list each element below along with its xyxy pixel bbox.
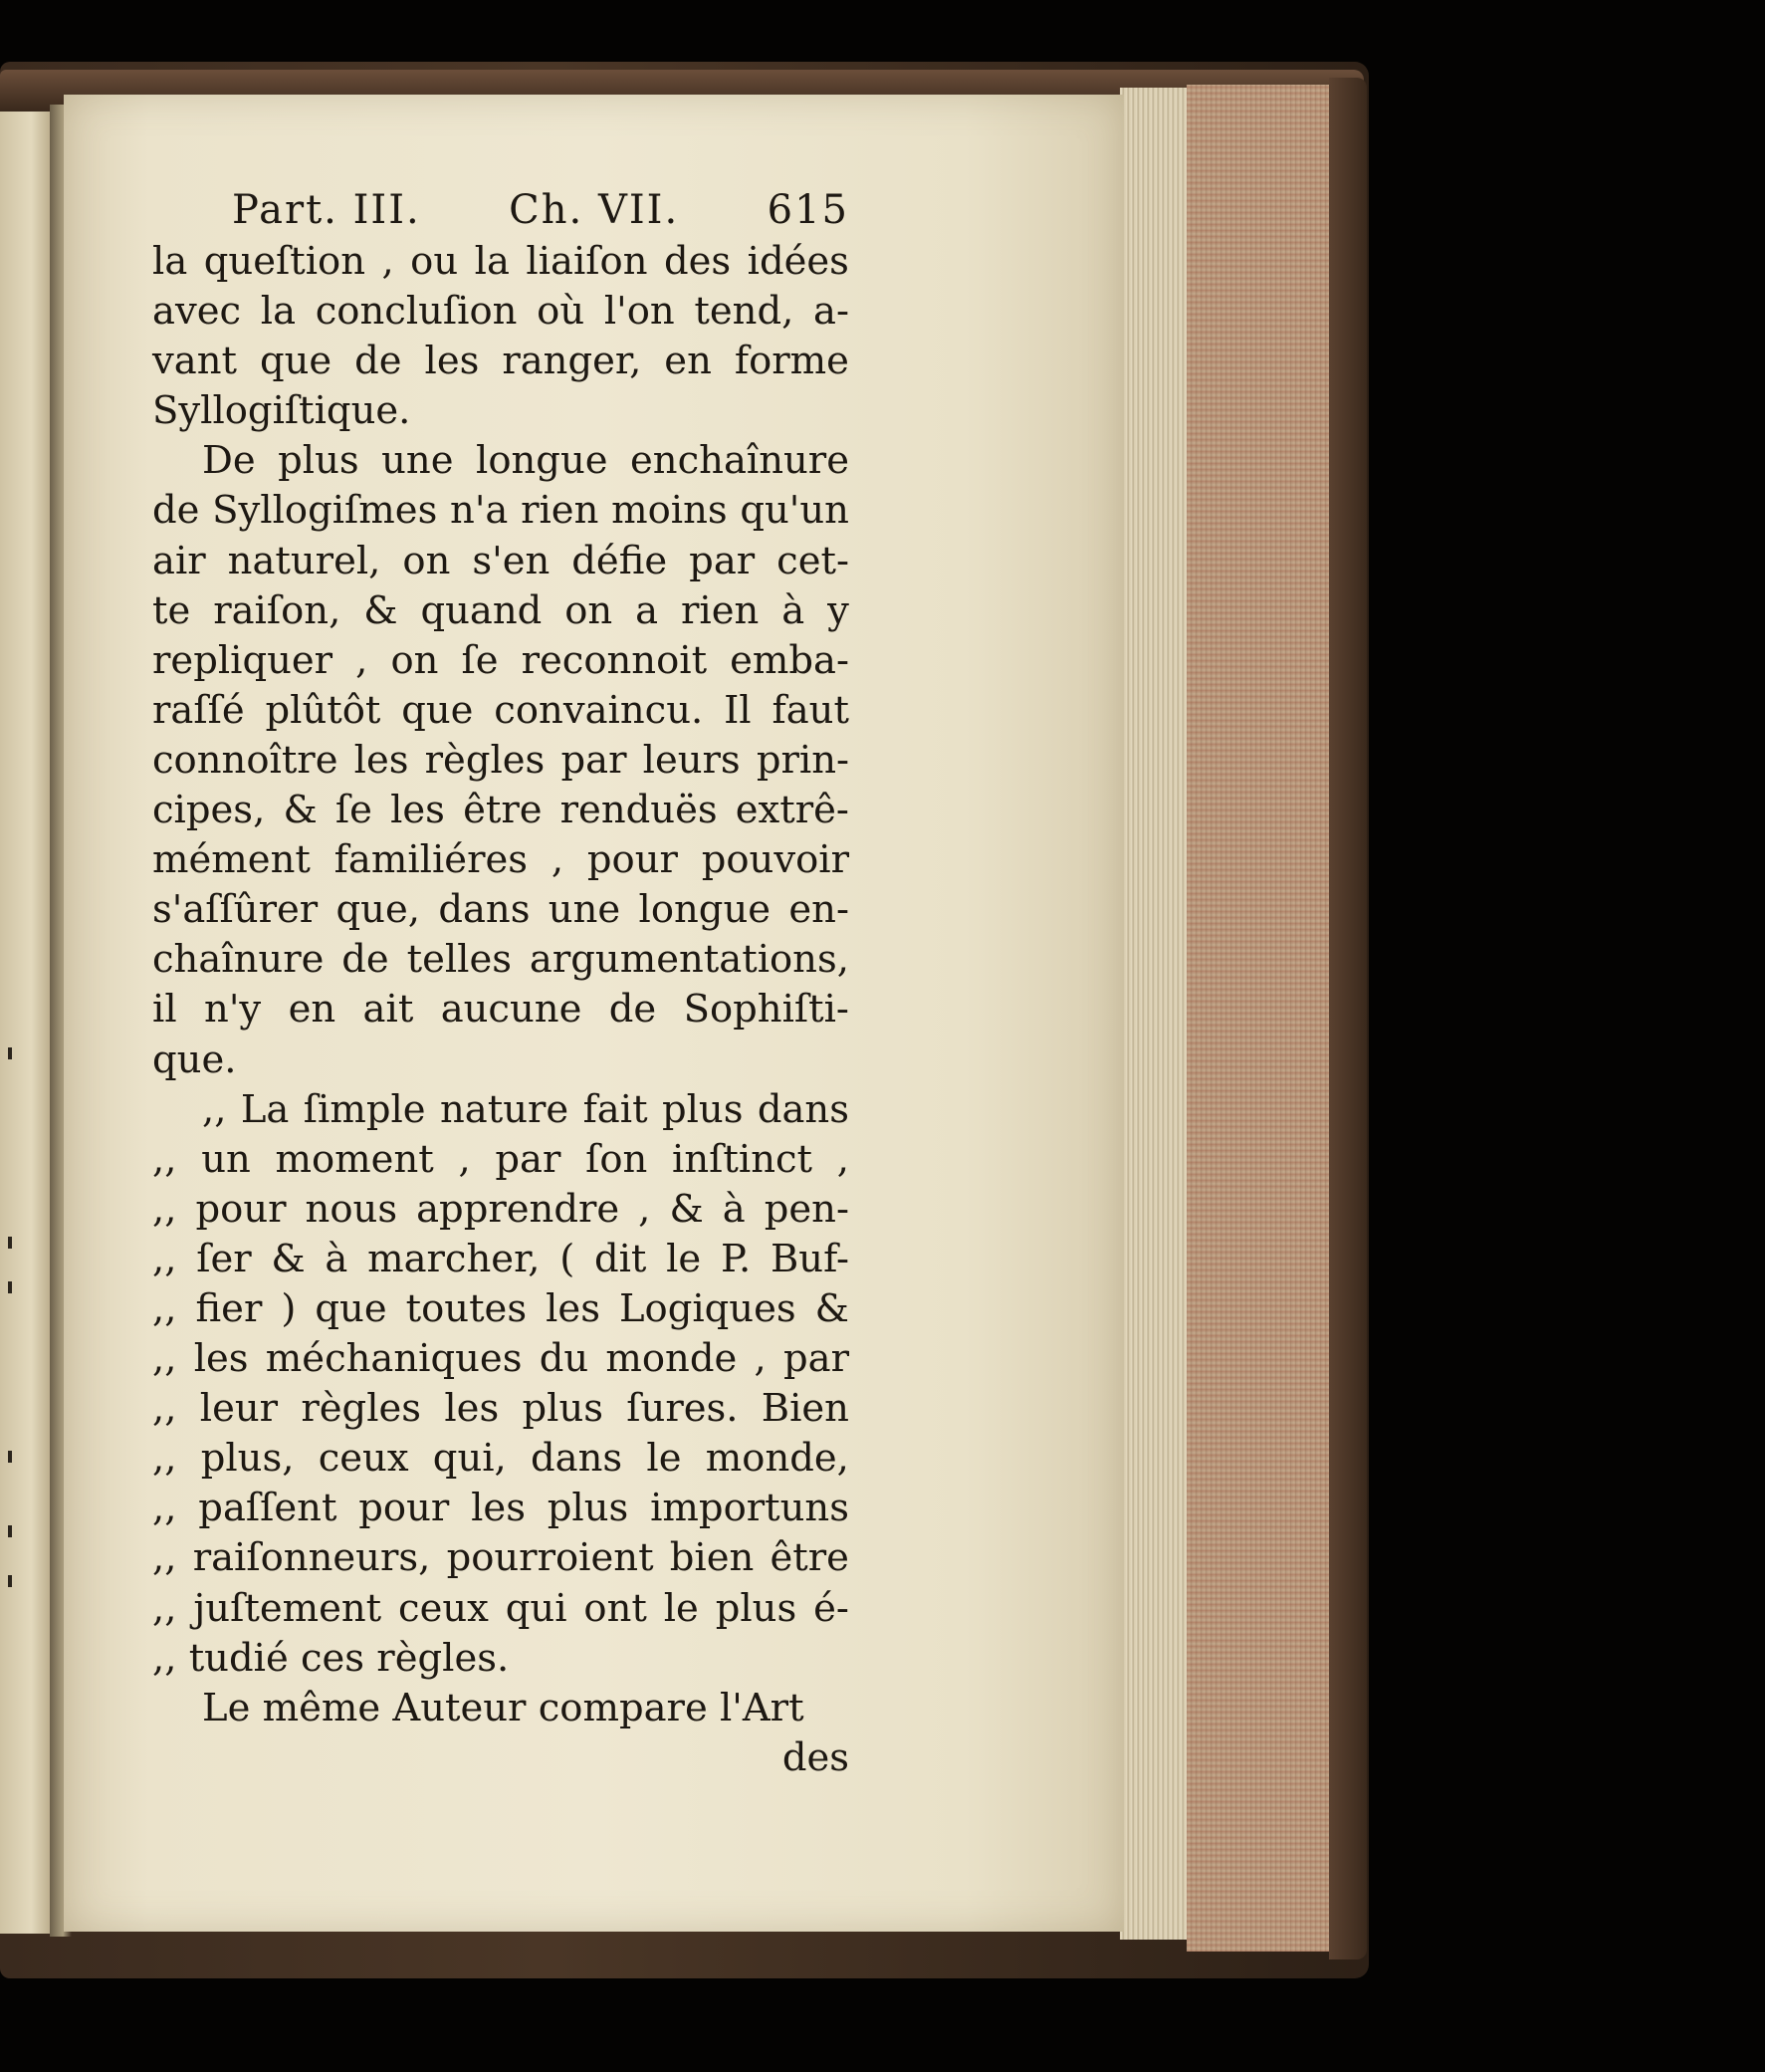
text-line: ,, tudié ces règles. bbox=[152, 1635, 510, 1681]
text-line: repliquer , on ſe reconnoit emba- bbox=[152, 637, 849, 683]
text-line: ,, pour nous apprendre , & à pen- bbox=[152, 1186, 849, 1232]
text-line: De plus une longue enchaînure bbox=[202, 438, 849, 484]
text-line: avec la concluſion où l'on tend, a- bbox=[152, 289, 849, 335]
text-line: s'aſſûrer que, dans une longue en- bbox=[152, 887, 849, 933]
left-page-edge bbox=[0, 112, 52, 1934]
paragraph bbox=[152, 1085, 849, 1684]
back-board bbox=[1329, 78, 1367, 1959]
text-line: chaînure de telles argumentations, bbox=[152, 937, 849, 983]
text-line: ,, fier ) que toutes les Logiques & bbox=[152, 1285, 849, 1331]
text-line: Syllogiſtique. bbox=[152, 388, 411, 434]
text-line: ,, un moment , par ſon inſtinct , bbox=[152, 1136, 849, 1182]
text-line: te raiſon, & quand on a rien à y bbox=[152, 587, 849, 633]
text-line: connoître les règles par leurs prin- bbox=[152, 737, 849, 783]
text-line: ,, raiſonneurs, pourroient bien être bbox=[152, 1535, 849, 1581]
text-line: ,, paſſent pour les plus importuns bbox=[152, 1486, 849, 1531]
catchword: des bbox=[781, 1734, 849, 1780]
text-line: ,, plus, ceux qui, dans le monde, bbox=[152, 1436, 849, 1482]
text-line: Le même Auteur compare l'Art bbox=[202, 1685, 804, 1730]
text-line: de Syllogiſmes n'a rien moins qu'un bbox=[152, 488, 849, 534]
body-text bbox=[152, 237, 849, 1733]
paragraph bbox=[152, 1684, 849, 1733]
text-line: ,, La ſimple nature fait plus dans bbox=[202, 1086, 849, 1132]
running-head-part: Part. III. bbox=[232, 187, 421, 233]
page-number: 615 bbox=[767, 187, 849, 233]
page-stack-edge bbox=[1120, 88, 1190, 1940]
text-line: la queſtion , ou la liaiſon des idées bbox=[152, 239, 849, 284]
text-line: cipes, & ſe les être renduës extrê- bbox=[152, 788, 849, 833]
text-line: que. bbox=[152, 1036, 237, 1082]
paragraph bbox=[152, 436, 849, 1084]
running-head-chapter: Ch. VII. bbox=[509, 187, 680, 233]
text-line: il n'y en ait aucune de Sophiſti- bbox=[152, 987, 849, 1033]
text-line: mément familiéres , pour pouvoir bbox=[152, 837, 849, 883]
text-line: ,, leur règles les plus ſures. Bien bbox=[152, 1386, 849, 1432]
text-line: ,, ſer & à marcher, ( dit le P. Buf- bbox=[152, 1236, 849, 1281]
text-line: ,, juſtement ceux qui ont le plus é- bbox=[152, 1585, 849, 1631]
text-line: ,, les méchaniques du monde , par bbox=[152, 1336, 849, 1382]
page-text bbox=[152, 185, 849, 1783]
text-line: air naturel, on s'en défie par cet- bbox=[152, 538, 849, 583]
sprinkled-fore-edge bbox=[1187, 85, 1336, 1952]
text-line: vant que de les ranger, en forme bbox=[152, 339, 849, 384]
text-line: raſſé plûtôt que convaincu. Il faut bbox=[152, 687, 849, 733]
paragraph bbox=[152, 237, 849, 436]
running-head bbox=[232, 185, 849, 237]
